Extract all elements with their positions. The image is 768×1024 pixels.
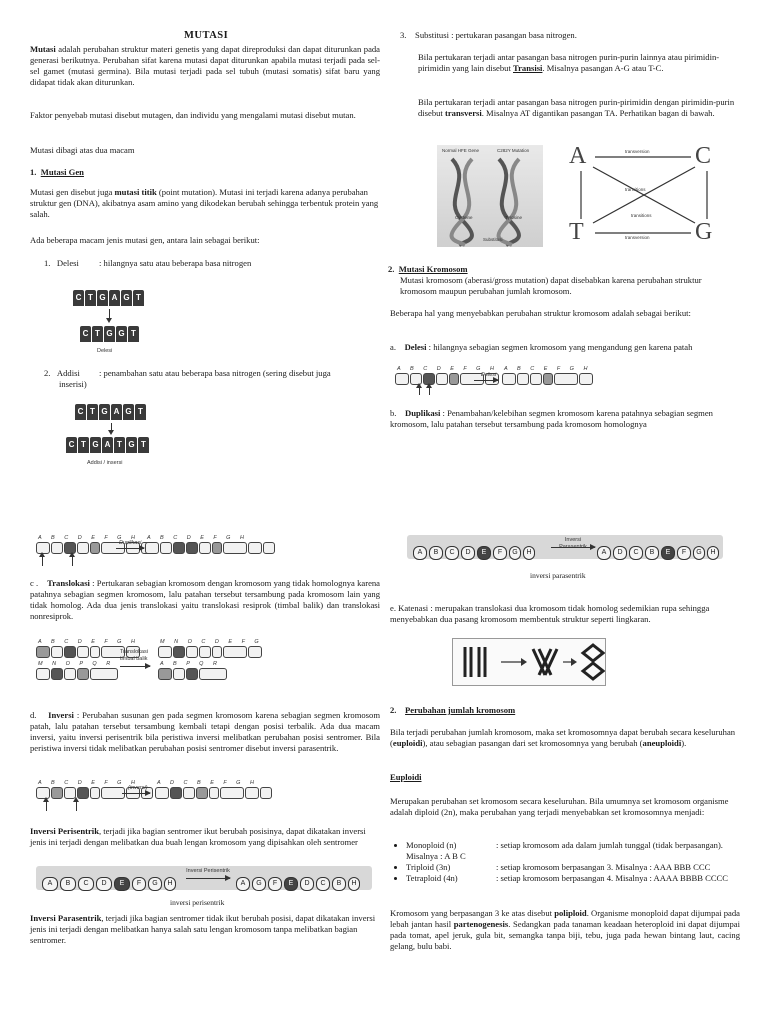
jumlah-c: ), atau sebagian pasangan dari set kromosomnya yang berubah (: [422, 738, 643, 748]
peri-text: , terjadi jika bagian sentromer ikut berubah posisinya, dapat dikatakan inversi jenis ini terjadi dengan melibatkan dua buah lengan kromosom yang dipisahkan oleh sentromer: [30, 826, 366, 847]
poli-a: Kromosom yang berpasangan 3 ke atas disebut: [390, 908, 555, 918]
gene: E: [284, 877, 298, 891]
gene: A: [236, 877, 250, 891]
list-term: Triploid (3n): [406, 862, 451, 872]
gene: G: [148, 877, 162, 891]
a-text: : hilangnya sebagian segmen kromosom yang mengandung gen karena patah: [426, 342, 693, 352]
heading-num: 2.: [390, 705, 397, 715]
dna-base: T: [78, 437, 89, 453]
katenasi-paragraph: e. Katenasi : merupakan translokasi dua kromosom tidak homolog sedemikian rupa sehingga menyebabkan dua pasang kromosom membentuk struktur seperti lingkaran.: [390, 603, 710, 624]
dna-helix-illustration: [437, 145, 543, 247]
delesi-chromosome-right: [502, 373, 594, 385]
trans-num: c .: [30, 578, 39, 588]
dna-base: T: [92, 326, 103, 342]
list-term: Tetraploid (4n): [406, 873, 458, 883]
intro-term: Mutasi: [30, 44, 56, 54]
gene: D: [613, 546, 627, 560]
list-desc: : setiap kromosom ada dalam jumlah tunggal (tidak berpasangan). Misalnya : A B C: [406, 840, 723, 861]
gene: B: [645, 546, 659, 560]
gen-text-c: (point mutation). Mutasi ini terjadi karena adanya perubahan struktur gen (DNA), akibatnya asam amino yang dikodekan berubah sehingga terbentuk protein yang salah.: [30, 187, 379, 219]
addisi-desc-2: inserisi): [59, 379, 87, 389]
gene: B: [332, 877, 346, 891]
arrow: [186, 878, 230, 879]
dna-base: C: [66, 437, 77, 453]
inv-labels-left: A B C D E F G H: [38, 780, 139, 786]
list-item: [406, 862, 746, 873]
addisi-desc: : penambahan satu atau beberapa basa nitrogen (sering disebut juga: [99, 368, 331, 378]
jenis-text: Ada beberapa macam jenis mutasi gen, antara lain sebagai berikut:: [30, 235, 260, 245]
parasentrik-figure: [407, 535, 723, 559]
transversi-a: Bila pertukaran terjadi antar pasangan basa nitrogen purin-pirimidin dengan pirimidin-purin disebut: [418, 97, 735, 118]
peri-chromosome-right: [236, 872, 362, 891]
gen-term: mutasi titik: [114, 187, 157, 197]
dna-base: A: [111, 404, 122, 420]
arrow: [551, 547, 595, 548]
peri-chromosome-left: [42, 872, 178, 891]
base-g: G: [695, 219, 713, 245]
sub-text: Substitusi : pertukaran pasangan basa nitrogen.: [415, 30, 577, 40]
inv-text: : Perubahan susunan gen pada segmen kromosom karena sebagian segmen kromosom patah, lalu patahan tersebut tersambung kembali tetapi dengan posisi terbalik. Ada dua macam inversi, yaitu inversi perisentrik bila peristiwa inversi melibatkan perubahan posisi sentromer. Bila peristiwa inversi tidak melibatkan perubahan posisi sentromer disebut inversi parasentrik.: [30, 710, 381, 753]
partenogenesis-term: partenogenesis: [453, 919, 509, 929]
dua-macam-text: Mutasi dibagi atas dua macam: [30, 145, 135, 155]
euploidi-heading: [390, 772, 422, 783]
b-text: : Penambahan/kelebihan segmen kromosom karena patahnya sebagian segmen kromosom, lalu patahan tersebut tersambung pada kromosom homolognya: [390, 408, 713, 429]
para-chromosome-left: [413, 541, 537, 560]
page-title: MUTASI: [184, 30, 229, 41]
gene: G: [509, 546, 521, 560]
dna-mutation-image: [437, 145, 543, 247]
gene: B: [429, 546, 443, 560]
dna-base: T: [133, 290, 144, 306]
dna-base: G: [116, 326, 127, 342]
dna-base: G: [90, 437, 101, 453]
transisi-c: . Misalnya pasangan A-G atau T-C.: [542, 63, 664, 73]
arrow: [474, 380, 498, 381]
trans-labels-3: M N O P Q R: [38, 661, 115, 667]
break-arrow: [42, 556, 43, 566]
acgt-diagram: [567, 145, 719, 245]
gene: B: [60, 877, 76, 891]
base-a: A: [569, 143, 587, 169]
break-arrow: [46, 801, 47, 811]
para-term: Inversi Parasentrik: [30, 913, 102, 923]
heading-label: Mutasi Kromosom: [398, 264, 468, 274]
transversion-label-top: transversion: [625, 149, 650, 154]
delesi-kromosom-item: [390, 342, 740, 353]
heading-label: Perubahan jumlah kromosom: [405, 705, 516, 715]
break-arrow: [76, 801, 77, 811]
transversi-c: . Misalnya AT digantikan pasangan TA. Perhatikan bagan di bawah.: [481, 108, 715, 118]
euploidi-term: euploidi: [392, 738, 423, 748]
gene: E: [114, 877, 130, 891]
dna-delesi-top: [73, 290, 145, 306]
heading-mutasi-gen: [30, 167, 84, 178]
base-c: C: [695, 143, 712, 169]
heading-mutasi-kromosom: [388, 264, 468, 275]
down-arrow-head: [108, 430, 114, 435]
a-num: a.: [390, 342, 396, 352]
inv-fig-label: (inversi): [128, 785, 148, 791]
trans-labels-1: A B C D E F G H: [38, 639, 139, 645]
gene: H: [164, 877, 176, 891]
transversi-paragraph: [418, 97, 738, 119]
delesi-num: 1.: [44, 258, 51, 268]
heading-num: 2.: [388, 264, 395, 274]
dup-chromosome-right: [145, 542, 276, 554]
delesi-label: Delesi: [56, 258, 79, 268]
sub-num: 3.: [400, 30, 407, 40]
photo-label-tyrosine: Tyrosine: [505, 215, 523, 220]
transisi-a: Bila pertukaran terjadi antar pasangan basa nitrogen purin-purin lainnya atau pirimidin-pirimidin yang lain disebut: [418, 52, 720, 73]
gene: F: [677, 546, 691, 560]
dna-base: G: [126, 437, 137, 453]
dna-addisi-top: [75, 404, 147, 420]
perisentrik-caption: inversi perisentrik: [170, 898, 225, 907]
gene: A: [597, 546, 611, 560]
euploidi-label: Euploidi: [390, 772, 422, 782]
gene: G: [252, 877, 266, 891]
gene: C: [316, 877, 330, 891]
transitions-label-bottom: transitions: [631, 213, 652, 218]
break-arrow: [429, 387, 430, 395]
dna-base: C: [73, 290, 84, 306]
a-term: Delesi: [404, 342, 427, 352]
kromosom-desc: Mutasi kromosom (aberasi/gross mutation) dapat disebabkan karena perubahan struktur kromosom maupun perubahan jumlah kromosom.: [400, 275, 702, 296]
poliploid-paragraph: [390, 908, 740, 952]
list-desc: : setiap kromosom berpasangan 3. Misalnya : AAA BBB CCC: [496, 862, 711, 872]
delesi-labels-right: A B C E F G H: [504, 366, 592, 372]
trans-labels-2: M N O C D E F G: [160, 639, 263, 645]
gene: C: [629, 546, 643, 560]
addisi-label: Addisi: [56, 368, 80, 378]
dna-base: A: [102, 437, 113, 453]
gene: D: [461, 546, 475, 560]
substitusi-item: [400, 30, 577, 41]
dna-base: T: [135, 404, 146, 420]
gene: F: [268, 877, 282, 891]
trans-fig-label: Translokasi timbal balik: [120, 649, 148, 662]
euploidi-list: [392, 840, 746, 884]
gen-text-a: Mutasi gen disebut juga: [30, 187, 115, 197]
delesi-fig-label: Delesi: [481, 372, 497, 378]
addisi-caption: Addisi / insersi: [87, 460, 123, 466]
jumlah-e: ).: [681, 738, 687, 748]
dna-base: A: [109, 290, 120, 306]
dup-labels-left: A B C D E F G H: [38, 535, 139, 541]
list-item: [406, 873, 746, 884]
gene: E: [661, 546, 675, 560]
inversi-paragraph: [30, 710, 380, 754]
photo-label-normal: Normal HFE Gene: [442, 148, 480, 153]
parasentrik-paragraph: [30, 913, 380, 946]
jumlah-paragraph: [390, 727, 740, 749]
dna-base: G: [123, 404, 134, 420]
transisi-paragraph: [418, 52, 738, 74]
list-item: [406, 840, 746, 862]
transversion-label-bottom: transversion: [625, 235, 650, 240]
trans-chromosome-3: [36, 668, 119, 680]
intro-paragraph: [30, 44, 380, 88]
arrow: [120, 666, 150, 667]
gene: A: [413, 546, 427, 560]
gene: D: [96, 877, 112, 891]
delesi-item: [44, 258, 384, 269]
trans-chromosome-4: [158, 668, 228, 680]
trans-text: : Pertukaran sebagian kromosom dengan kromosom yang tidak homolognya karena patahnya sebagian segmen kromosom, lalu patahan tersebut tersambung pada kromosom lain yang tidak homolog. Ada dua jenis translokasi yaitu translokasi resiprok (timbal balik) dan translokasi nonresiprok.: [30, 578, 380, 621]
dna-base: G: [121, 290, 132, 306]
perisentrik-figure: [36, 866, 372, 890]
delesi-desc: : hilangnya satu atau beberapa basa nitrogen: [99, 258, 252, 268]
arrow: [116, 548, 144, 549]
list-term: Monoploid (n): [406, 840, 457, 850]
peri-term: Inversi Perisentrik: [30, 826, 99, 836]
photo-label-mutation: C282Y Mutation: [497, 148, 530, 153]
para-label: Inversi: [564, 537, 582, 543]
gene: E: [477, 546, 491, 560]
dna-base: T: [85, 290, 96, 306]
transisi-term: Transisi: [513, 63, 543, 73]
break-arrow: [72, 556, 73, 566]
poli-e: . Sedangkan pada tanaman keadaan heteroploid ini dapat dijumpai pada tomat, apel jeruk, gula bit, semangka tanpa biji, tebu, juga pada hewan bintang laut, cacing gelang, bulu babi.: [390, 919, 740, 951]
gene: C: [78, 877, 94, 891]
heading-jumlah-kromosom: [390, 705, 515, 716]
gene: G: [693, 546, 705, 560]
down-arrow-head: [106, 318, 112, 323]
katenasi-figure: [452, 638, 606, 686]
dup-label: Duplikasi: [119, 540, 142, 546]
b-term: Duplikasi: [405, 408, 441, 418]
mutagen-paragraph: Faktor penyebab mutasi disebut mutagen, dan individu yang mengalami mutasi disebut mutan.: [30, 110, 356, 120]
gene: C: [445, 546, 459, 560]
dna-base: G: [104, 326, 115, 342]
dna-base: C: [75, 404, 86, 420]
gene: A: [42, 877, 58, 891]
duplikasi-item: [390, 408, 740, 430]
aneuploidi-term: aneuploidi: [642, 738, 682, 748]
gene: F: [132, 877, 146, 891]
delesi-caption: Delesi: [97, 348, 113, 354]
jumlah-a: Bila terjadi perubahan jumlah kromosom, maka set kromosomnya dapat berubah secara keseluruhan (: [390, 727, 736, 748]
gene: F: [493, 546, 507, 560]
katenasi-illustration: [453, 639, 605, 685]
beberapa-text: Beberapa hal yang menyebabkan perubahan struktur kromosom adalah sebagai berikut:: [390, 308, 691, 318]
inv-labels-right: A D C B E F G H: [157, 780, 258, 786]
dna-addisi-bottom: [66, 437, 150, 453]
parasentrik-caption: inversi parasentrik: [530, 571, 586, 580]
arrow: [122, 793, 150, 794]
euploidi-desc: Merupakan perubahan set kromosom secara keseluruhan. Bila umumnya set kromosom organisme adalah diploid (2n), maka perubahan yang terjadi menyebabkan set kromosomnya menjadi:: [390, 796, 729, 817]
dna-base: T: [114, 437, 125, 453]
b-num: b.: [390, 408, 397, 418]
perisentrik-paragraph: [30, 826, 380, 848]
dna-delesi-bottom: [80, 326, 140, 342]
inv-num: d.: [30, 710, 37, 720]
para-chromosome-right: [597, 541, 721, 560]
translokasi-paragraph: [30, 578, 380, 622]
dna-base: T: [128, 326, 139, 342]
delesi-labels-left: A B C D E F G H: [397, 366, 498, 372]
gene: H: [707, 546, 719, 560]
break-arrow: [419, 387, 420, 395]
poliploid-term: poliploid: [554, 908, 587, 918]
trans-labels-4: A B P Q R: [160, 661, 221, 667]
heading-num: 1.: [30, 167, 37, 177]
gene: H: [523, 546, 535, 560]
peri-label: Inversi Perisentrik: [186, 868, 230, 874]
poli-c: . Organisme monoploid dapat dijumpai pada lebah jantan hasil: [390, 908, 740, 929]
mutasi-gen-paragraph: [30, 187, 380, 220]
addisi-num: 2.: [44, 368, 51, 378]
photo-caption: Substitusi: [483, 237, 503, 242]
dna-base: G: [99, 404, 110, 420]
gene: D: [300, 877, 314, 891]
base-t: T: [569, 219, 584, 245]
dup-labels-right: A B C D E F G H: [147, 535, 248, 541]
para-text: , terjadi jika bagian sentromer tidak ikut berubah posisi, dapat dikatakan inversi jenis ini terjadi dengan melibatkan hanya salah satu lengan kromosom tanpa melibatkan bagian sentromer.: [30, 913, 376, 945]
inv-chromosome-right: [155, 787, 273, 799]
dna-base: T: [87, 404, 98, 420]
transversi-term: transversi: [444, 108, 482, 118]
gene: H: [348, 877, 360, 891]
dna-base: T: [138, 437, 149, 453]
dna-base: G: [97, 290, 108, 306]
intro-text: adalah perubahan struktur materi genetis yang dapat direproduksi dan dapat diturunkan pada generasi berikutnya. Perubahan sifat karena mutasi dapat diturunkan apabila mutasi terjadi pada sel-sel gamet (mutasi germina). Bila mutasi terjadi pada sel tubuh (mutasi somatis) sifat baru yang didapat tidak akan diturunkan.: [30, 44, 380, 87]
trans-term: Translokasi: [47, 578, 90, 588]
heading-label: Mutasi Gen: [40, 167, 84, 177]
addisi-item: [44, 368, 384, 379]
list-desc: : setiap kromosom berpasangan 4. Misalnya : AAAA BBBB CCCC: [496, 873, 729, 883]
transitions-label-mid: transitions: [625, 187, 646, 192]
trans-chromosome-2: [158, 646, 263, 658]
photo-label-cysteine: Cysteine: [455, 215, 473, 220]
dna-base: C: [80, 326, 91, 342]
inv-term: Inversi: [48, 710, 74, 720]
